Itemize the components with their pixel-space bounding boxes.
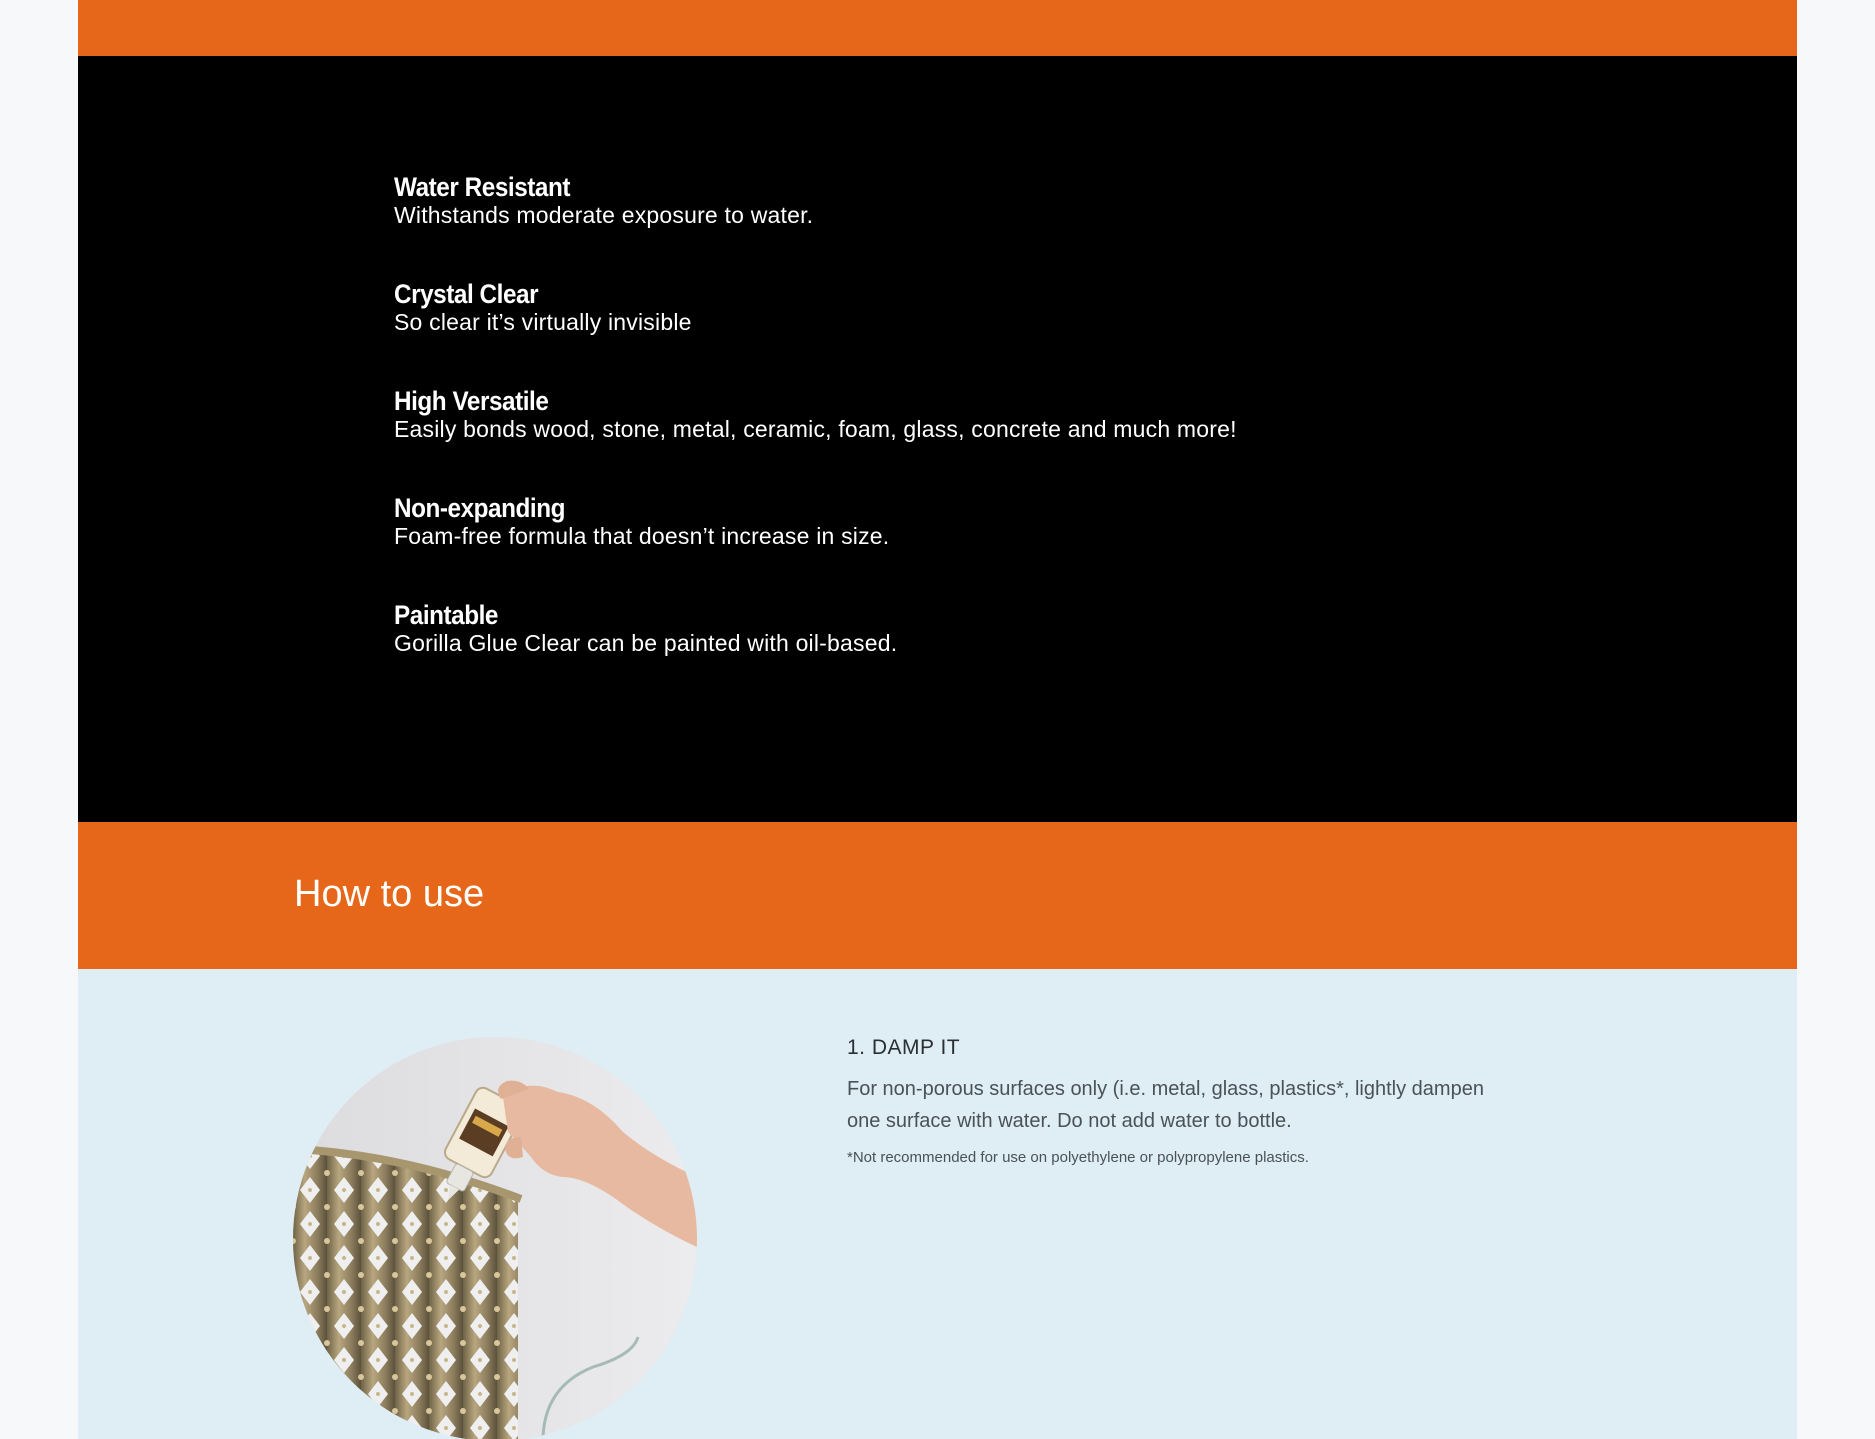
feature-crystal-clear <box>394 279 692 335</box>
feature-title: Paintable <box>394 600 498 630</box>
steps-section <box>78 969 1797 1439</box>
how-to-use-banner <box>78 822 1797 969</box>
feature-description: Easily bonds wood, stone, metal, ceramic, foam, glass, concrete and much more! <box>394 416 1237 442</box>
step-photo <box>293 1037 697 1439</box>
feature-description: Foam-free formula that doesn’t increase in size. <box>394 523 890 549</box>
feature-non-expanding <box>394 493 889 549</box>
section-heading: How to use <box>294 873 485 915</box>
features-section <box>78 56 1797 822</box>
feature-description: Gorilla Glue Clear can be painted with oil-based. <box>394 630 898 656</box>
step-title: 1. DAMP IT <box>847 1036 961 1059</box>
feature-water-resistant <box>394 172 813 228</box>
step-footnote: *Not recommended for use on polyethylene or polypropylene plastics. <box>847 1149 1309 1166</box>
feature-title: Non-expanding <box>394 493 565 523</box>
feature-high-versatile <box>394 386 1237 442</box>
feature-title: Water Resistant <box>394 172 571 202</box>
feature-paintable <box>394 600 897 656</box>
top-orange-bar <box>78 0 1797 56</box>
step-description: For non-porous surfaces only (i.e. metal, glass, plastics*, lightly dampen one surface with water. Do not add water to bottle. <box>847 1078 1484 1132</box>
feature-description: Withstands moderate exposure to water. <box>394 202 814 228</box>
feature-title: High Versatile <box>394 386 549 416</box>
feature-description: So clear it’s virtually invisible <box>394 309 692 335</box>
feature-title: Crystal Clear <box>394 279 539 309</box>
page <box>78 0 1797 1439</box>
hand-pouring-glue-photo-icon <box>293 1037 697 1439</box>
